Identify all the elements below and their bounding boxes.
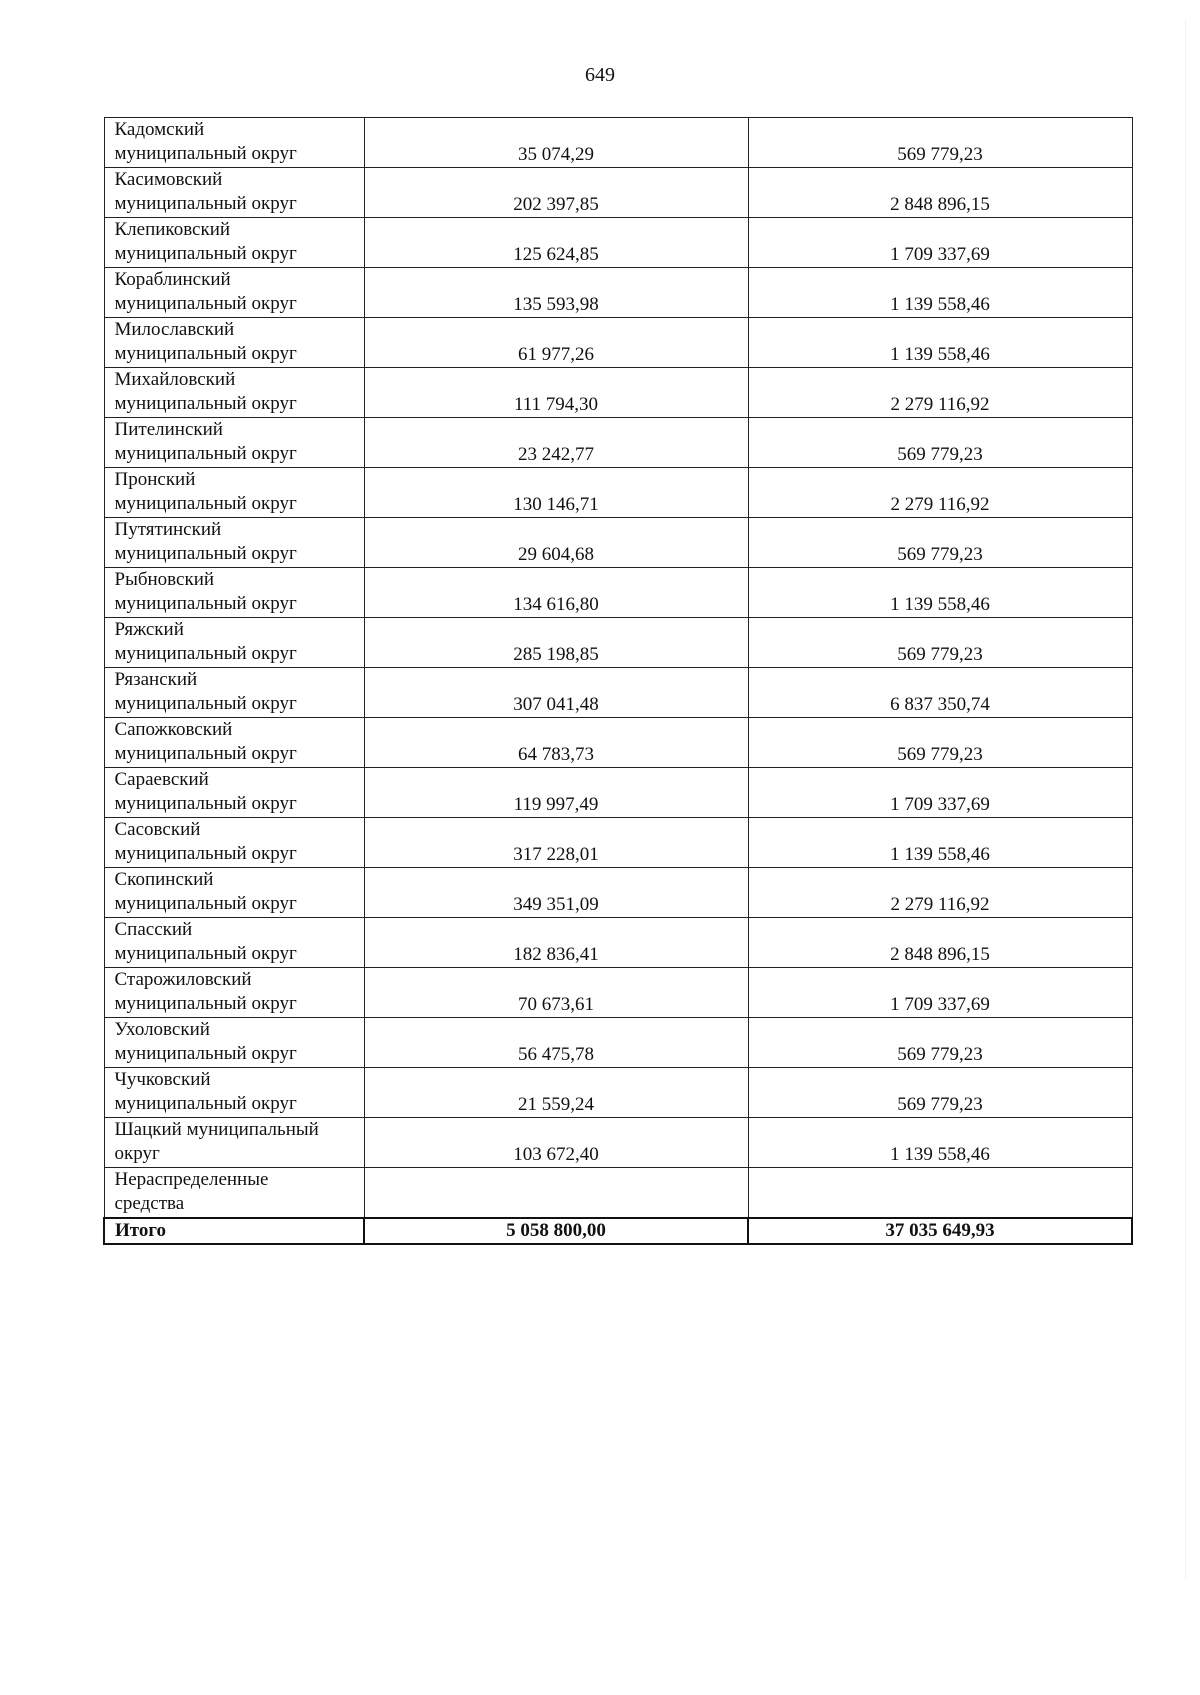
value-a-cell: 35 074,29 xyxy=(364,118,748,168)
table-row xyxy=(104,918,1132,968)
value-a-cell: 134 616,80 xyxy=(364,568,748,618)
table-row xyxy=(104,468,1132,518)
district-name-line1: Скопинский xyxy=(114,869,214,890)
value-a-cell: 135 593,98 xyxy=(364,268,748,318)
district-name-line1: Старожиловский xyxy=(114,969,252,990)
district-name-line1: Милославский xyxy=(114,319,235,340)
district-name-cell xyxy=(104,1018,364,1068)
total-row xyxy=(104,1218,1132,1244)
district-name-line1: Клепиковский xyxy=(114,219,231,240)
district-name-line2: средства xyxy=(114,1193,185,1214)
value-a-cell: 125 624,85 xyxy=(364,218,748,268)
page-number: 649 xyxy=(585,64,615,86)
district-name-line1: Рыбновский xyxy=(114,569,215,590)
table-row xyxy=(104,1168,1132,1219)
district-name-line2: муниципальный округ xyxy=(114,643,297,664)
table-row xyxy=(104,718,1132,768)
district-name-cell xyxy=(104,1068,364,1118)
district-name-line1: Сараевский xyxy=(114,769,209,790)
district-name-cell xyxy=(104,968,364,1018)
value-b-cell: 569 779,23 xyxy=(748,1018,1132,1068)
district-name-cell xyxy=(104,668,364,718)
district-name-line1: Сасовский xyxy=(114,819,201,840)
district-name-cell xyxy=(104,468,364,518)
scan-edge-artifact xyxy=(1185,20,1200,1580)
district-name-line1: Шацкий муниципальный xyxy=(114,1119,319,1140)
district-name-line1: Спасский xyxy=(114,919,193,940)
district-name-line1: Кадомский xyxy=(114,119,205,140)
district-name-cell xyxy=(104,218,364,268)
district-name-cell xyxy=(104,318,364,368)
value-a-cell: 307 041,48 xyxy=(364,668,748,718)
table-row xyxy=(104,868,1132,918)
district-name-line2: муниципальный округ xyxy=(114,193,297,214)
value-b-cell: 2 279 116,92 xyxy=(748,468,1132,518)
district-name-line1: Ухоловский xyxy=(114,1019,210,1040)
table-row xyxy=(104,118,1132,168)
value-a-cell: 130 146,71 xyxy=(364,468,748,518)
value-a-cell: 202 397,85 xyxy=(364,168,748,218)
district-name-line2: муниципальный округ xyxy=(114,593,297,614)
value-b-cell: 569 779,23 xyxy=(748,1068,1132,1118)
district-name-cell xyxy=(104,618,364,668)
value-a-cell: 111 794,30 xyxy=(364,368,748,418)
district-name-line2: муниципальный округ xyxy=(114,343,297,364)
district-name-cell xyxy=(104,1168,364,1219)
table-row xyxy=(104,218,1132,268)
district-name-cell xyxy=(104,168,364,218)
table-row xyxy=(104,268,1132,318)
district-name-line2: муниципальный округ xyxy=(114,543,297,564)
district-name-line2: муниципальный округ xyxy=(114,243,297,264)
district-name-line2: округ xyxy=(114,1143,160,1164)
district-name-line2: муниципальный округ xyxy=(114,443,297,464)
value-b-cell xyxy=(748,1168,1132,1219)
table-row xyxy=(104,518,1132,568)
district-name-line2: муниципальный округ xyxy=(114,143,297,164)
district-name-cell xyxy=(104,368,364,418)
value-a-cell: 103 672,40 xyxy=(364,1118,748,1168)
district-name-line2: муниципальный округ xyxy=(114,293,297,314)
value-b-cell: 1 139 558,46 xyxy=(748,318,1132,368)
district-name-cell xyxy=(104,518,364,568)
value-b-cell: 569 779,23 xyxy=(748,618,1132,668)
district-name-cell xyxy=(104,268,364,318)
total-label: Итого xyxy=(104,1218,364,1244)
value-b-cell: 1 139 558,46 xyxy=(748,268,1132,318)
district-name-cell xyxy=(104,1118,364,1168)
table-row xyxy=(104,318,1132,368)
value-b-cell: 569 779,23 xyxy=(748,118,1132,168)
value-b-cell: 2 279 116,92 xyxy=(748,368,1132,418)
district-name-line1: Ряжский xyxy=(114,619,184,640)
district-name-line2: муниципальный округ xyxy=(114,493,297,514)
district-name-line1: Путятинский xyxy=(114,519,222,540)
value-a-cell: 64 783,73 xyxy=(364,718,748,768)
value-a-cell: 70 673,61 xyxy=(364,968,748,1018)
value-b-cell: 1 709 337,69 xyxy=(748,768,1132,818)
district-name-line1: Чучковский xyxy=(114,1069,211,1090)
district-name-line2: муниципальный округ xyxy=(114,943,297,964)
table-row xyxy=(104,168,1132,218)
table-row xyxy=(104,568,1132,618)
value-b-cell: 1 139 558,46 xyxy=(748,568,1132,618)
value-a-cell: 285 198,85 xyxy=(364,618,748,668)
value-a-cell xyxy=(364,1168,748,1219)
district-name-line1: Рязанский xyxy=(114,669,198,690)
table-row xyxy=(104,1018,1132,1068)
district-name-line2: муниципальный округ xyxy=(114,743,297,764)
district-name-line1: Кораблинский xyxy=(114,269,231,290)
district-name-cell xyxy=(104,868,364,918)
value-b-cell: 569 779,23 xyxy=(748,518,1132,568)
district-name-line1: Нераспределенные xyxy=(114,1169,269,1190)
value-b-cell: 1 139 558,46 xyxy=(748,1118,1132,1168)
table-row xyxy=(104,668,1132,718)
district-name-cell xyxy=(104,918,364,968)
value-a-cell: 23 242,77 xyxy=(364,418,748,468)
district-name-cell xyxy=(104,118,364,168)
district-name-line2: муниципальный округ xyxy=(114,893,297,914)
value-a-cell: 61 977,26 xyxy=(364,318,748,368)
district-name-cell xyxy=(104,818,364,868)
value-a-cell: 29 604,68 xyxy=(364,518,748,568)
district-name-line2: муниципальный округ xyxy=(114,393,297,414)
district-name-line2: муниципальный округ xyxy=(114,843,297,864)
table-row xyxy=(104,1118,1132,1168)
value-a-cell: 21 559,24 xyxy=(364,1068,748,1118)
district-name-line2: муниципальный округ xyxy=(114,993,297,1014)
district-name-cell xyxy=(104,418,364,468)
value-b-cell: 1 139 558,46 xyxy=(748,818,1132,868)
value-b-cell: 2 848 896,15 xyxy=(748,918,1132,968)
table-row xyxy=(104,768,1132,818)
table-row xyxy=(104,1068,1132,1118)
value-a-cell: 349 351,09 xyxy=(364,868,748,918)
district-name-line2: муниципальный округ xyxy=(114,693,297,714)
value-a-cell: 182 836,41 xyxy=(364,918,748,968)
table-body xyxy=(104,118,1132,1245)
district-name-line1: Михайловский xyxy=(114,369,236,390)
table-row xyxy=(104,618,1132,668)
district-name-cell xyxy=(104,768,364,818)
district-name-line1: Сапожковский xyxy=(114,719,233,740)
table-row xyxy=(104,368,1132,418)
district-name-line2: муниципальный округ xyxy=(114,793,297,814)
value-a-cell: 119 997,49 xyxy=(364,768,748,818)
value-b-cell: 1 709 337,69 xyxy=(748,968,1132,1018)
value-b-cell: 2 279 116,92 xyxy=(748,868,1132,918)
value-b-cell: 2 848 896,15 xyxy=(748,168,1132,218)
value-a-cell: 317 228,01 xyxy=(364,818,748,868)
value-b-cell: 1 709 337,69 xyxy=(748,218,1132,268)
value-a-cell: 56 475,78 xyxy=(364,1018,748,1068)
table-row xyxy=(104,418,1132,468)
district-name-line2: муниципальный округ xyxy=(114,1093,297,1114)
district-name-cell xyxy=(104,568,364,618)
value-b-cell: 569 779,23 xyxy=(748,718,1132,768)
district-name-line1: Пронский xyxy=(114,469,196,490)
budget-allocation-table xyxy=(103,117,1133,1245)
value-b-cell: 569 779,23 xyxy=(748,418,1132,468)
district-name-line1: Касимовский xyxy=(114,169,223,190)
table-row xyxy=(104,818,1132,868)
table-row xyxy=(104,968,1132,1018)
total-value-b: 37 035 649,93 xyxy=(748,1218,1132,1244)
value-b-cell: 6 837 350,74 xyxy=(748,668,1132,718)
district-name-line1: Пителинский xyxy=(114,419,223,440)
district-name-line2: муниципальный округ xyxy=(114,1043,297,1064)
total-value-a: 5 058 800,00 xyxy=(364,1218,748,1244)
district-name-cell xyxy=(104,718,364,768)
